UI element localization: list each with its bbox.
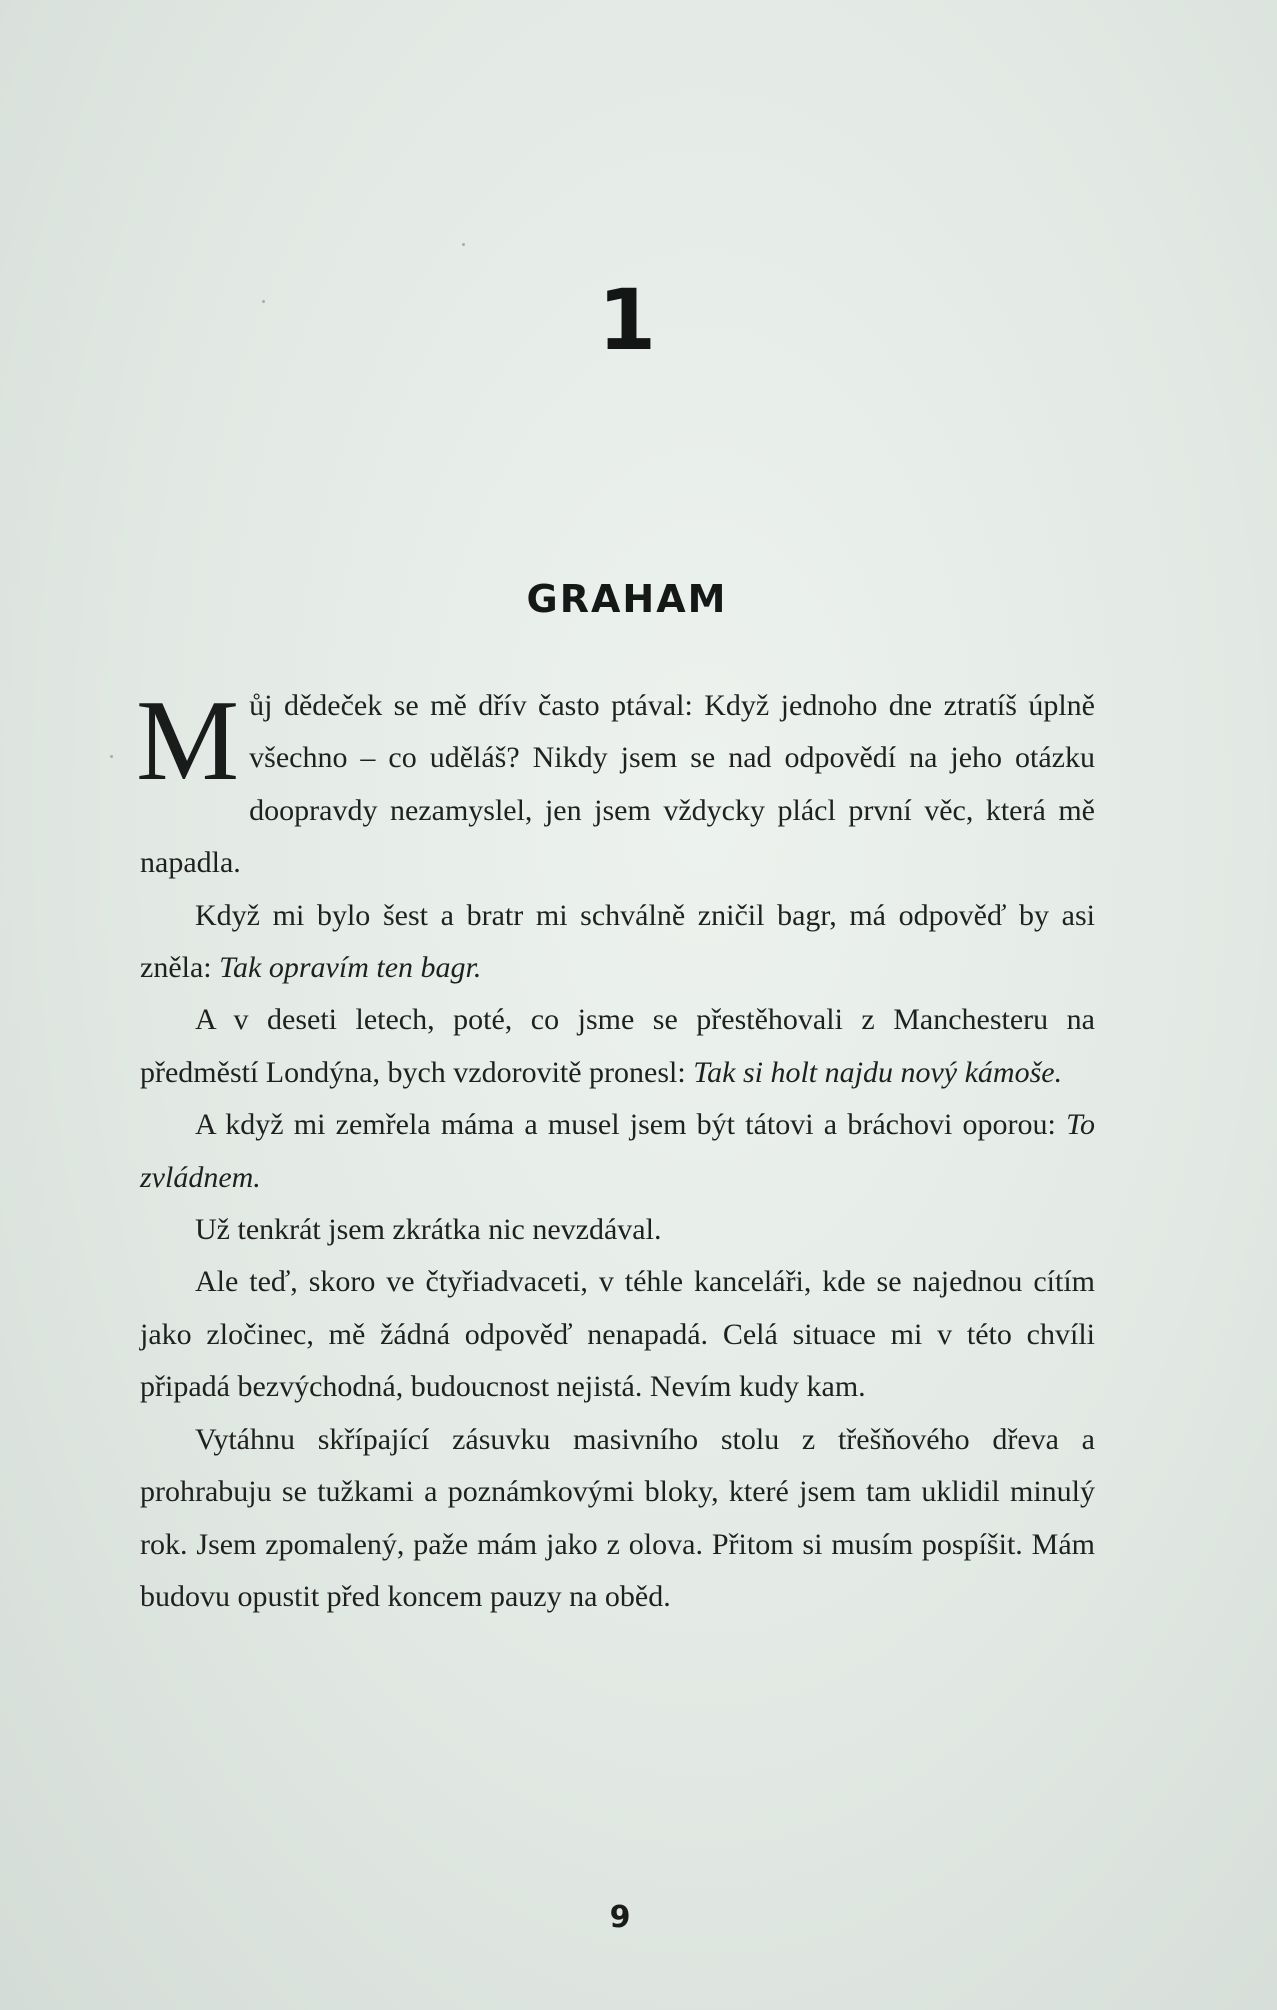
paragraph-text: Už tenkrát jsem zkrátka nic nevzdával. (195, 1213, 662, 1247)
paper-speck (110, 755, 113, 758)
chapter-heading: GRAHAM (526, 577, 728, 621)
paragraph-5 (140, 1204, 1095, 1256)
paragraph-text: Ale teď, skoro ve čtyřiadvaceti, v téhle kanceláři, kde se najednou cítím jako zločinec, mě žádná odpověď nenapadá. Celá situace mi v této chvíli připadá bezvýchodná, budoucnost nejistá. Nevím kudy kam. (140, 1265, 1095, 1404)
paragraph-text: ůj dědeček se mě dřív často ptával: Když jednoho dne ztratíš úplně všechno – co uděláš? Nikdy jsem se nad odpovědí na jeho otázku doopravdy nezamyslel, jen jsem vždycky plácl první věc, která mě napadla. (140, 689, 1095, 880)
paragraph-1 (136, 677, 1095, 890)
paragraph-6 (140, 1256, 1095, 1413)
paragraph-4 (140, 1099, 1095, 1204)
paper-speck (462, 243, 465, 246)
dropcap: M (136, 677, 240, 805)
chapter-number: 1 (597, 271, 657, 369)
page-number: 9 (609, 1900, 631, 1935)
paragraph-3 (140, 994, 1095, 1099)
paragraph-emphasis: To zvládnem. (140, 1108, 1095, 1194)
paragraph-emphasis: Tak opravím ten bagr. (219, 951, 482, 985)
paragraph-text: Vytáhnu skřípající zásuvku masivního stolu z třešňového dřeva a prohrabuju se tužkami a poznámkovými bloky, které jsem tam uklidil minulý rok. Jsem zpomalený, paže mám jako z olova. Přitom si musím pospíšit. Mám budovu opustit před koncem pauzy na oběd. (140, 1422, 1095, 1613)
paragraph-emphasis: Tak si holt najdu nový kámoše. (693, 1055, 1063, 1089)
paragraph-text: Když mi bylo šest a bratr mi schválně zničil bagr, má odpověď by asi zněla: (140, 898, 1095, 985)
paragraph-2 (140, 890, 1095, 995)
body-text (136, 677, 1095, 1623)
paragraph-text: A když mi zemřela máma a musel jsem být tátovi a bráchovi oporou: (195, 1108, 1067, 1142)
paragraph-text: A v deseti letech, poté, co jsme se přestěhovali z Manchesteru na předměstí Londýna, bych vzdorovitě pronesl: (140, 1003, 1095, 1089)
paragraph-7 (140, 1414, 1095, 1624)
